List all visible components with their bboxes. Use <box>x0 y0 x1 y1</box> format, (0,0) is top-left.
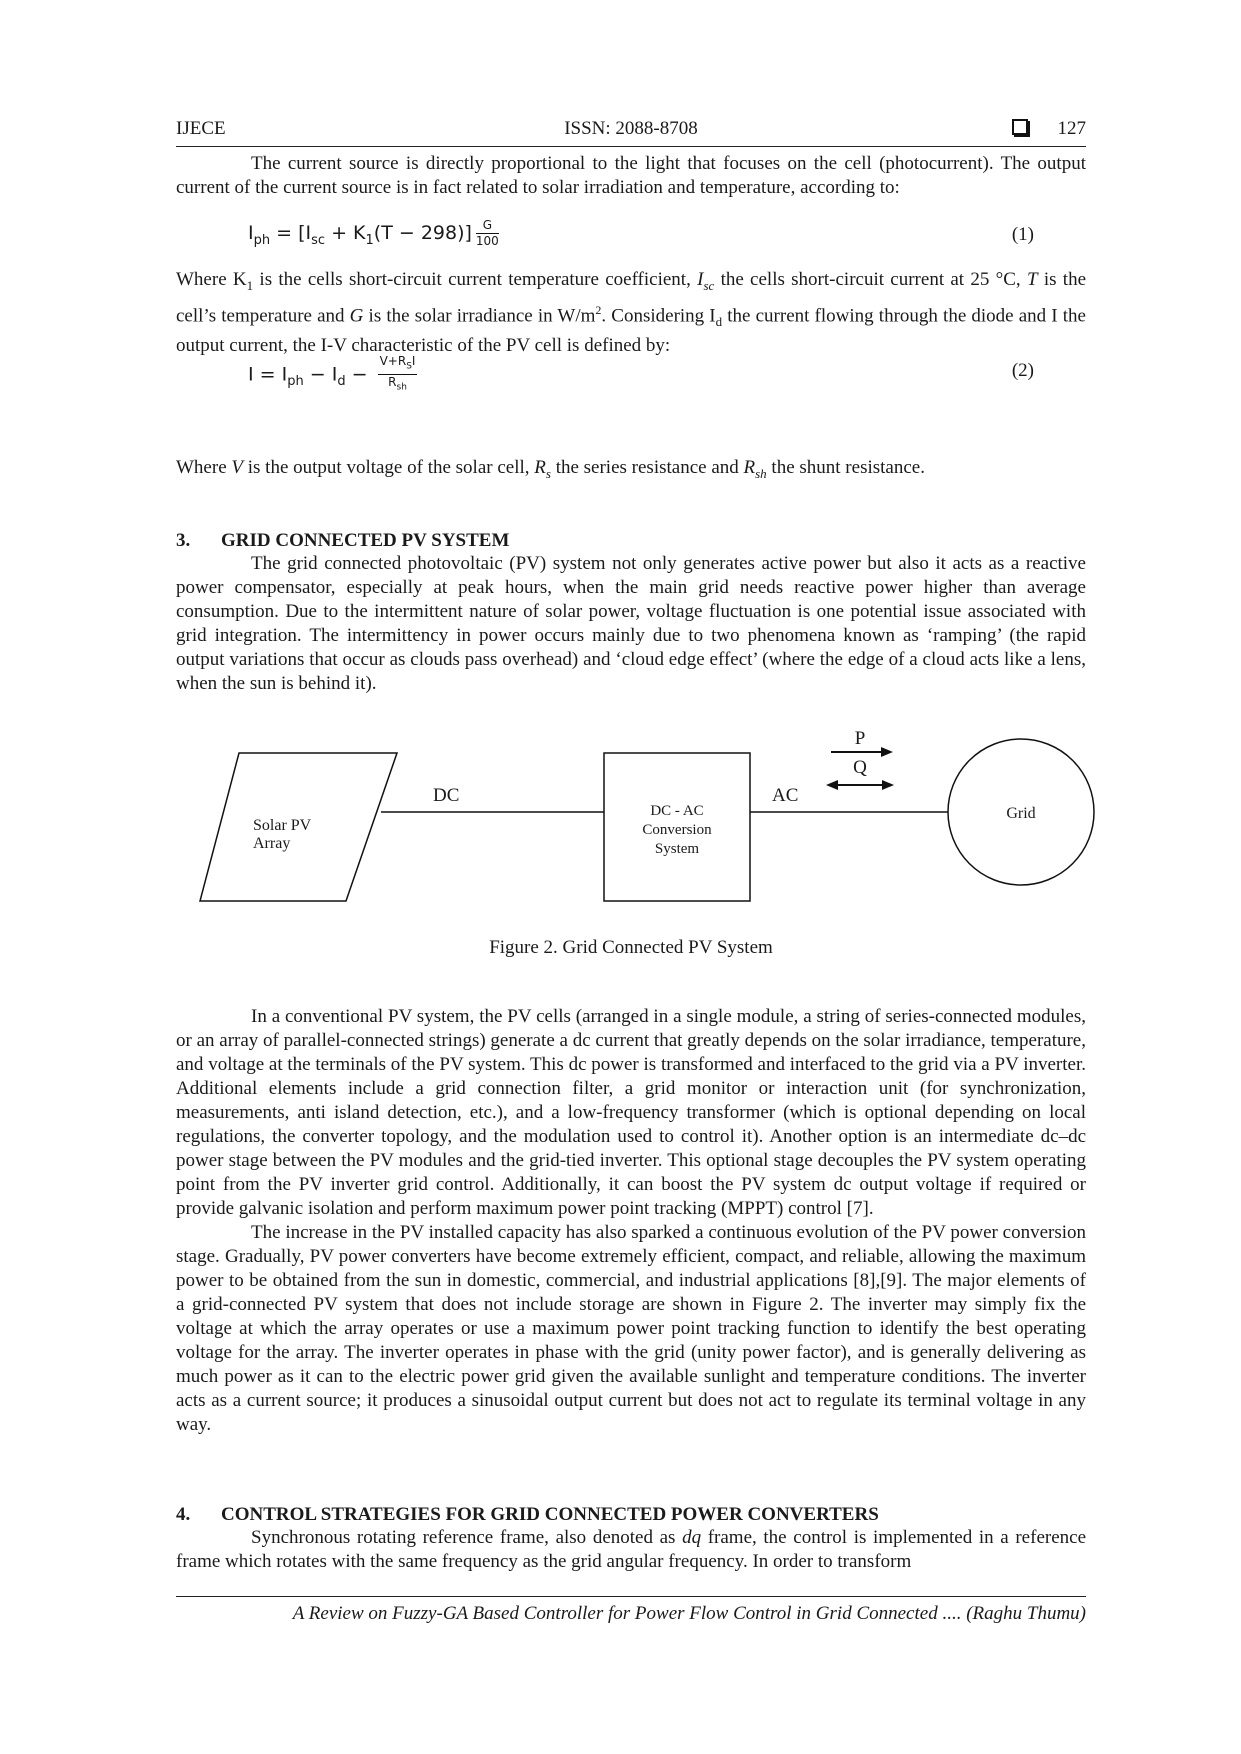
equation-1-body: $I_{ph} = [I_{sc} + K_1(T - 298)]$ $\frac{G}{100}$ <box>248 218 499 248</box>
p-arrow-head <box>881 747 893 757</box>
section-3 <box>176 530 1086 696</box>
section-4-heading: 4. CONTROL STRATEGIES FOR GRID CONNECTED POWER CONVERTERS <box>176 1504 879 1525</box>
section-3-paragraph: The grid connected photovoltaic (PV) system not only generates active power but also it acts as a reactive power compensator, especially at peak hours, when the main grid needs reactive power higher than average consumption. Due to the intermittent nature of solar power, voltage fluctuation is one potential issue associated with grid integration. The intermittency in power occurs mainly due to two phenomena known as ‘ramping’ (the rapid output variations that occur as clouds pass overhead) and ‘cloud edge effect’ (where the edge of a cloud acts like a lens, when the sun is behind it). <box>176 553 1086 694</box>
conv-label-3: System <box>654 841 700 857</box>
paragraph-capacity: The increase in the PV installed capacity has also sparked a continuous evolution of the PV power conversion stage. Gradually, PV power converters have become extremely efficient, compact, and reliable, allowing the maximum power to be obtained from the sun in domestic, commercial, and industrial applications [8],[9]. The major elements of a grid-connected PV system that does not include storage are shown in Figure 2. The inverter may simply fix the voltage at which the array operates or use a maximum power point tracking function to identify the best operating voltage for the array. The inverter operates in phase with the grid (unity power factor), and is generally delivering as much power as it can to the electric power grid given the available sunlight and temperature conditions. The inverter acts as a current source; it produces a sinusoidal output current but does not act to regulate its terminal voltage in any way. <box>176 1222 1086 1435</box>
ac-label: AC <box>772 785 799 806</box>
section-4-paragraph: Synchronous rotating reference frame, also denoted as dq frame, the control is implemented in a reference frame which rotates with the same frequency as the grid angular frequency. In order to transform <box>176 1527 1086 1572</box>
dc-label: DC <box>433 785 460 806</box>
page-number-group <box>1012 118 1087 140</box>
paragraph-conventional-pv: In a conventional PV system, the PV cells (arranged in a single module, a string of series-connected modules, or an array of parallel-connected strings) generate a dc current that greatly depends on the solar irradiance, temperature, and voltage at the terminals of the PV system. This dc power is transformed and interfaced to the grid via a PV inverter. Additional elements include a grid connection filter, a grid monitor or interaction unit (for synchronization, measurements, anti island detection, etc.), and a low-frequency transformer (which is optional depending on local regulations, the converter topology, and the modulation used to control it). Another option is an intermediate dc–dc power stage between the PV modules and the grid-tied inverter. This optional stage decouples the PV system operating point from the PV inverter grid control. Additionally, it can boost the PV system dc output voltage if required or provide galvanic isolation and perform maximum power point tracking (MPPT) control [7]. The increase in the PV installed capacity has also sparked a continuous evolution of the PV power conversion stage. Gradually, PV power converters have become extremely efficient, compact, and reliable, allowing the maximum power to be obtained from the sun in domestic, commercial, and industrial applications [8],[9]. The major elements of a grid-connected PV system that does not include storage are shown in Figure 2. The inverter may simply fix the voltage at which the array operates or use a maximum power point tracking function to identify the best operating voltage for the array. The inverter operates in phase with the grid (unity power factor), and is generally delivering as much power as it can to the electric power grid given the available sunlight and temperature conditions. The inverter acts as a current source; it produces a sinusoidal output current but does not act to regulate its terminal voltage in any way. <box>176 1006 1086 1435</box>
p-label: P <box>854 728 866 749</box>
pv-label-1: Solar PV <box>253 817 312 834</box>
page-header <box>176 118 1086 147</box>
equation-2-number: (2) <box>1011 360 1034 381</box>
equation-1-number: (1) <box>1011 224 1034 245</box>
journal-name: IJECE <box>176 118 226 139</box>
q-arrow-head-left <box>826 780 838 790</box>
box-icon <box>1012 119 1028 135</box>
figure-caption: Figure 2. Grid Connected PV System <box>489 937 773 958</box>
paragraph-voltage: Where V is the output voltage of the solar cell, $R_s$ the series resistance and $R_{sh}$ the shunt resistance. <box>176 457 925 481</box>
conv-label-1: DC - AC <box>650 803 704 819</box>
section-4 <box>176 1504 1086 1574</box>
figure-grid-connected-pv <box>190 720 1100 915</box>
page-number: 127 <box>1057 118 1086 139</box>
pv-label-2: Array <box>253 835 291 852</box>
equation-2 <box>176 354 1086 394</box>
conv-label-2: Conversion <box>642 822 712 838</box>
paragraph-definitions: Where $K_1$ is the cells short-circuit current temperature coefficient, $I_{sc}$ the cells short-circuit current at 25 °C, T is the cell’s temperature and G is the solar irradiance in $W/m^2$. Considering $I_d$ the current flowing through the diode and I the output current, the I-V characteristic of the PV cell is defined by: <box>176 269 1086 356</box>
page-footer: A Review on Fuzzy-GA Based Controller for Power Flow Control in Grid Connected .... (Raghu Thumu) <box>176 1596 1086 1625</box>
equation-1-fraction: $\frac{G}{100}$ <box>475 218 499 248</box>
q-arrow-head-right <box>882 780 894 790</box>
equation-2-body: $I = I_{ph} - I_d$ − $\frac{V+R_SI}{R_{sh}}$ <box>248 354 417 396</box>
paragraph-photocurrent: The current source is directly proportional to the light that focuses on the cell (photocurrent). The output current of the current source is in fact related to solar irradiation and temperature, according to: <box>176 153 1086 198</box>
section-3-heading: 3. GRID CONNECTED PV SYSTEM <box>176 530 510 551</box>
equation-2-fraction: $\frac{V+R_SI}{R_{sh}}$ <box>379 354 416 393</box>
q-label: Q <box>853 757 867 778</box>
issn: ISSN: 2088-8708 <box>564 118 698 139</box>
equation-1 <box>176 218 1086 258</box>
grid-label: Grid <box>1006 805 1036 822</box>
